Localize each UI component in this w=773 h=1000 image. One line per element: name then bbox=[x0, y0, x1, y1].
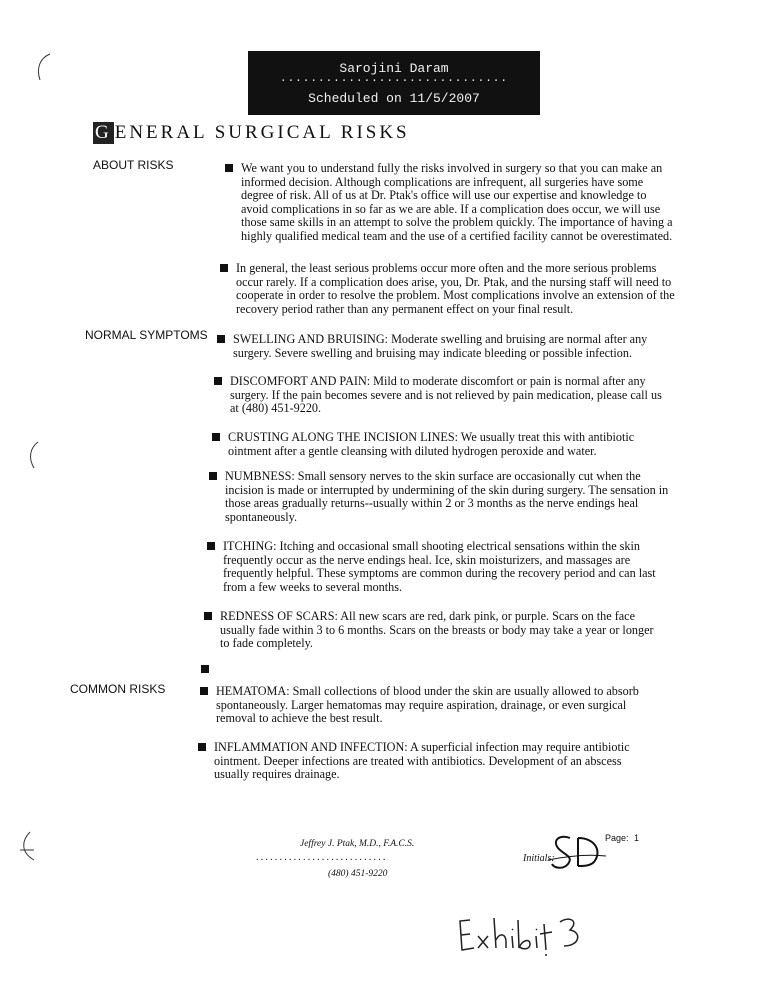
paragraph-text: HEMATOMA: Small collections of blood under the skin are usually allowed to absorb spontaneously. Larger hematomas may require aspiration, drainage, or even surgical removal to achieve the best result. bbox=[216, 684, 639, 725]
bullet-icon bbox=[217, 335, 225, 343]
paragraph-numbness bbox=[209, 470, 669, 524]
paragraph-general bbox=[220, 262, 676, 316]
paragraph-itching bbox=[207, 540, 657, 594]
title-initial: G bbox=[95, 122, 112, 143]
margin-mark bbox=[16, 830, 38, 864]
patient-name: Sarojini Daram bbox=[339, 61, 449, 76]
section-normal-symptoms: NORMAL SYMPTOMS bbox=[85, 328, 208, 342]
paragraph-crusting bbox=[212, 431, 642, 458]
paragraph-understand-risks bbox=[225, 162, 675, 243]
paragraph-text: INFLAMMATION AND INFECTION: A superficial infection may require antibiotic ointment. Deeper infections are treated with antibiotics. Development of an abscess usually requires drainage. bbox=[214, 740, 630, 781]
paragraph-text: NUMBNESS: Small sensory nerves to the skin surface are occasionally cut when the incision is made or interrupted by undermining of the skin during surgery. The sensation in those areas gradually returns--usually within 2 or 3 months as the nerve endings heal spontaneously. bbox=[225, 469, 669, 524]
bullet-icon bbox=[225, 164, 233, 172]
bullet-icon bbox=[220, 264, 228, 272]
scheduled-date: Scheduled on 11/5/2007 bbox=[308, 91, 480, 106]
margin-mark bbox=[26, 440, 42, 470]
exhibit-handwriting bbox=[456, 910, 586, 960]
page-title bbox=[93, 122, 410, 144]
paragraph-text: CRUSTING ALONG THE INCISION LINES: We usually treat this with antibiotic ointment after a gentle cleansing with diluted hydrogen peroxide and water. bbox=[228, 430, 635, 458]
page-label: Page: bbox=[605, 833, 629, 843]
doctor-name: Jeffrey J. Ptak, M.D., F.A.C.S. bbox=[300, 839, 415, 849]
paragraph-text: SWELLING AND BRUISING: Moderate swelling and bruising are normal after any surgery. Severe swelling and bruising may indicate bleeding or possible infection. bbox=[233, 332, 648, 360]
bullet-icon bbox=[200, 687, 208, 695]
bullet-icon bbox=[207, 542, 215, 550]
footer-phone: (480) 451-9220 bbox=[328, 869, 388, 879]
patient-header bbox=[248, 51, 540, 115]
paragraph-text: In general, the least serious problems occur more often and the more serious problems occur rarely. If a complication does arise, you, Dr. Ptak, and the nursing staff will need to cooperate in order to resolve the problem. Most complications involve an extension of the recovery period rather than any permanent effect on your final result. bbox=[236, 261, 675, 316]
bullet-icon bbox=[209, 472, 217, 480]
margin-mark bbox=[32, 52, 54, 82]
section-common-risks: COMMON RISKS bbox=[70, 682, 166, 696]
bullet-icon bbox=[214, 377, 222, 385]
bullet-icon bbox=[201, 665, 209, 673]
paragraph-swelling bbox=[217, 333, 657, 360]
footer-dots: ............................ bbox=[256, 852, 388, 863]
bullet-icon bbox=[204, 612, 212, 620]
header-dots: .............................. bbox=[279, 73, 509, 85]
initials-label: Initials: bbox=[523, 853, 555, 864]
paragraph-redness bbox=[204, 610, 662, 651]
title-rest: ENERAL SURGICAL RISKS bbox=[114, 122, 410, 143]
section-about-risks: ABOUT RISKS bbox=[93, 158, 174, 172]
paragraph-discomfort bbox=[214, 375, 670, 416]
paragraph-hematoma bbox=[200, 685, 640, 726]
bullet-icon bbox=[212, 433, 220, 441]
paragraph-text: DISCOMFORT AND PAIN: Mild to moderate discomfort or pain is normal after any surgery. If the pain becomes severe and is not relieved by pain medication, please call us at (480) 451-9220. bbox=[230, 374, 662, 415]
paragraph-inflammation bbox=[198, 741, 658, 782]
paragraph-text: We want you to understand fully the risks involved in surgery so that you can make an informed decision. Although complications are infrequent, all surgeries have some degree of risk. All of us at Dr. Ptak's office will use our expertise and knowledge to avoid complications in so far as we are able. If a complication does occur, we will use those same skills in an attempt to solve the problem quickly. The importance of having a highly qualified medical team and the use of a certified facility cannot be overestimated. bbox=[241, 161, 673, 243]
page-number: 1 bbox=[634, 833, 640, 843]
bullet-icon bbox=[198, 743, 206, 751]
paragraph-text: ITCHING: Itching and occasional small shooting electrical sensations within the skin frequently occur as the nerve endings heal. Ice, skin moisturizers, and massages are frequently helpful. These symptoms are common during the recovery period and can last from a few weeks to several months. bbox=[223, 539, 656, 594]
paragraph-text: REDNESS OF SCARS: All new scars are red, dark pink, or purple. Scars on the face usually fade within 3 to 6 months. Scars on the breasts or body may take a year or longer to fade completely. bbox=[220, 609, 654, 650]
initials-signature bbox=[548, 830, 608, 874]
